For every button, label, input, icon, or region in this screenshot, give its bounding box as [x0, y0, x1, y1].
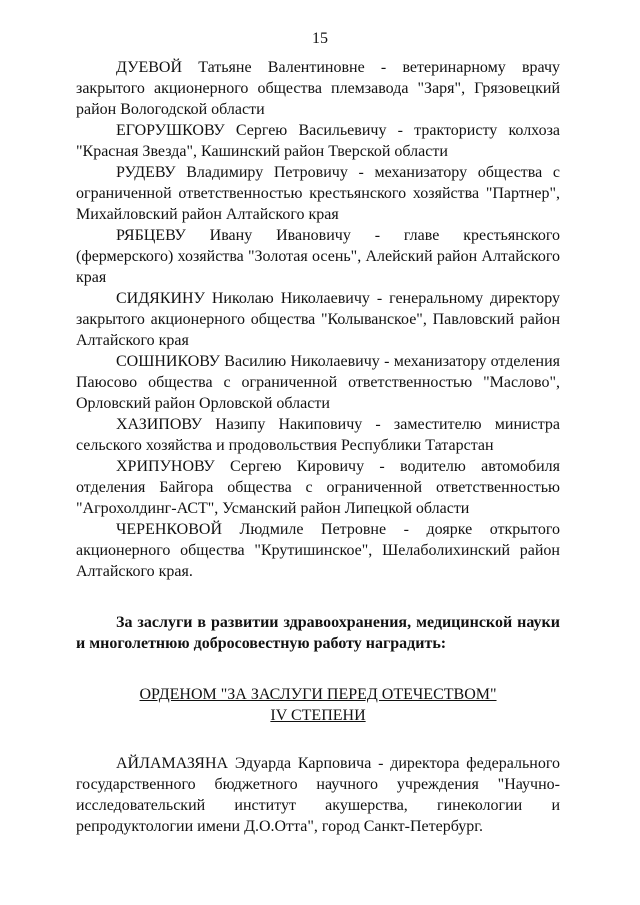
order-title-line: ОРДЕНОМ "ЗА ЗАСЛУГИ ПЕРЕД ОТЕЧЕСТВОМ" — [139, 686, 497, 703]
page-number: 15 — [312, 30, 328, 47]
order-title-degree: IV СТЕПЕНИ — [270, 707, 366, 724]
award-recipient-entry: СОШНИКОВУ Василию Николаевичу - механизатору отделения Паюсово общества с ограниченной ответственностью "Маслово", Орловский район Орловской области — [76, 353, 560, 412]
award-recipient-entry: ХРИПУНОВУ Сергею Кировичу - водителю автомобиля отделения Байгора общества с ограниченной ответственностью "Агрохолдинг-АСТ", Усманский район Липецкой области — [76, 458, 560, 517]
award-recipient-entry: СИДЯКИНУ Николаю Николаевичу - генеральному директору закрытого акционерного общества "Колыванское", Павловский район Алтайского края — [76, 290, 560, 349]
award-recipient-entry: ХАЗИПОВУ Назипу Накиповичу - заместителю министра сельского хозяйства и продовольствия Республики Татарстан — [76, 416, 560, 454]
award-recipient-entry: РУДЕВУ Владимиру Петровичу - механизатору общества с ограниченной ответственностью крестьянского хозяйства "Партнер", Михайловский район Алтайского края — [76, 164, 560, 223]
award-recipient-entry: ЕГОРУШКОВУ Сергею Васильевичу - трактористу колхоза "Красная Звезда", Кашинский район Тверской области — [76, 122, 560, 160]
award-recipient-entry: ДУЕВОЙ Татьяне Валентиновне - ветеринарному врачу закрытого акционерного общества племзавода "Заря", Грязовецкий район Вологодской области — [76, 59, 560, 118]
award-recipient-entry: ЧЕРЕНКОВОЙ Людмиле Петровне - доярке открытого акционерного общества "Крутишинское", Шелаболихинский район Алтайского края. — [76, 521, 560, 580]
document-body — [76, 57, 560, 853]
order-title — [76, 684, 560, 726]
award-recipient-entry: РЯБЦЕВУ Ивану Ивановичу - главе крестьянского (фермерского) хозяйства "Золотая осень", Алейский район Алтайского края — [76, 227, 560, 286]
section-heading: За заслуги в развитии здравоохранения, медицинской науки и многолетнюю добросовестную работу наградить: — [76, 614, 560, 652]
award-recipient-entry: АЙЛАМАЗЯНА Эдуарда Карповича - директора федерального государственного бюджетного научного учреждения "Научно-исследовательский институт акушерства, гинекологии и репродуктологии имени Д.О.Отта", город Санкт-Петербург. — [76, 755, 560, 835]
